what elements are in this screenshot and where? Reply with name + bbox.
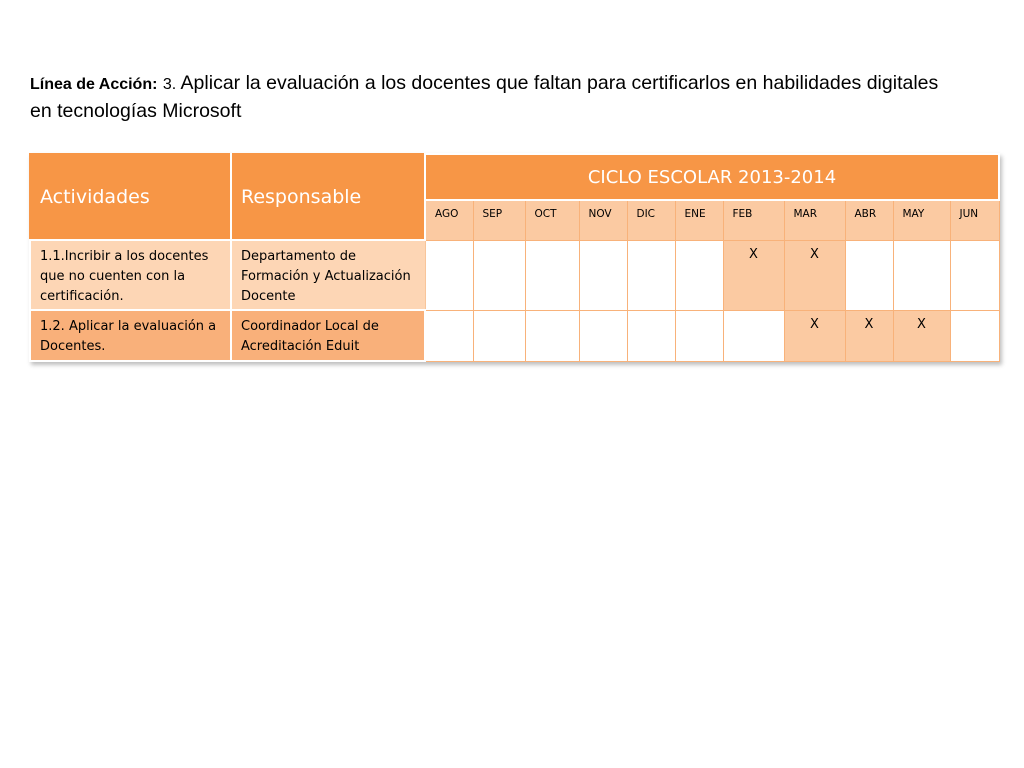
schedule-cell-abr [845, 240, 893, 310]
schedule-cell-oct [525, 310, 579, 361]
schedule-cell-sep [473, 240, 525, 310]
schedule-cell-nov [579, 310, 627, 361]
activity-cell: 1.2. Aplicar la evaluación a Docentes. [30, 310, 231, 361]
month-header-jun: JUN [950, 200, 999, 240]
month-header-abr: ABR [845, 200, 893, 240]
header-responsible: Responsable [231, 154, 425, 240]
table-row [30, 240, 999, 310]
month-header-may: MAY [893, 200, 950, 240]
month-header-sep: SEP [473, 200, 525, 240]
schedule-cell-may: X [893, 310, 950, 361]
schedule-cell-dic [627, 310, 675, 361]
month-header-ene: ENE [675, 200, 723, 240]
header-school-cycle: CICLO ESCOLAR 2013-2014 [425, 154, 999, 200]
schedule-cell-mar: X [784, 240, 845, 310]
schedule-cell-jun [950, 240, 999, 310]
responsible-cell: Coordinador Local de Acreditación Eduit [231, 310, 425, 361]
header-activities: Actividades [30, 154, 231, 240]
schedule-cell-dic [627, 240, 675, 310]
schedule-cell-jun [950, 310, 999, 361]
activity-cell: 1.1.Incribir a los docentes que no cuenten con la certificación. [30, 240, 231, 310]
month-header-feb: FEB [723, 200, 784, 240]
heading-label: Línea de Acción: [30, 76, 158, 93]
schedule-cell-oct [525, 240, 579, 310]
schedule-cell-mar: X [784, 310, 845, 361]
schedule-cell-ene [675, 310, 723, 361]
schedule-cell-feb: X [723, 240, 784, 310]
schedule-cell-sep [473, 310, 525, 361]
schedule-cell-may [893, 240, 950, 310]
month-header-dic: DIC [627, 200, 675, 240]
schedule-cell-ene [675, 240, 723, 310]
schedule-cell-abr: X [845, 310, 893, 361]
month-header-oct: OCT [525, 200, 579, 240]
heading-number: 3. [162, 76, 177, 93]
heading-text: Aplicar la evaluación a los docentes que faltan para certificarlos en habilidades digitales en tecnologías Microsoft [30, 72, 939, 122]
schedule-table [29, 153, 1000, 362]
responsible-cell: Departamento de Formación y Actualización Docente [231, 240, 425, 310]
schedule-cell-ago [425, 310, 473, 361]
line-of-action-heading [30, 70, 950, 124]
table-row [30, 310, 999, 361]
schedule-cell-nov [579, 240, 627, 310]
month-header-nov: NOV [579, 200, 627, 240]
schedule-cell-ago [425, 240, 473, 310]
schedule-cell-feb [723, 310, 784, 361]
month-header-ago: AGO [425, 200, 473, 240]
month-header-mar: MAR [784, 200, 845, 240]
